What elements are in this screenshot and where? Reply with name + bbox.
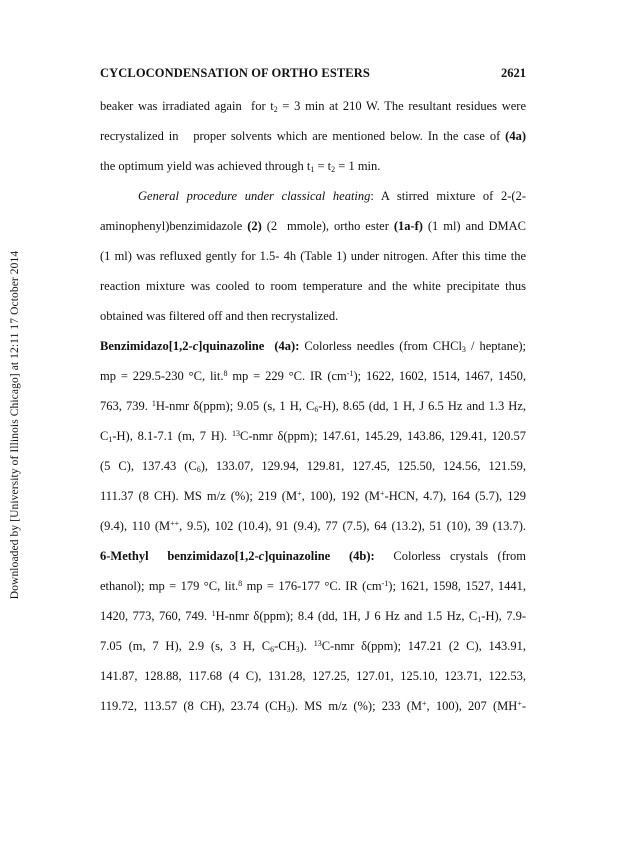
text-line: 141.87, 128.88, 117.68 (4 C), 131.28, 127.25, 127.01, 125.10, 123.71, 122.53, [100,669,526,683]
text-line: 6-Methyl benzimidazo[1,2-c]quinazoline (4b): Colorless crystals (from [100,549,526,563]
text-line: mp = 229.5-230 °C, lit.$^8$ mp = 229 °C. IR $(cm^{-1})$; 1622, 1602, 1514, 1467, 1450, [100,369,526,383]
page-header [100,66,526,84]
text-line: obtained was filtered off and then recrystalized. [100,309,339,323]
page-number: 2621 [501,66,526,80]
text-line: (9.4), 110 (M++, 9.5), 102 (10.4), 91 (9.4), 77 (7.5), 64 (13.2), 51 (10), 39 (13.7). [100,519,526,533]
text-line: 111.37 (8 CH). MS m/z (%); 219 (M+, 100), 192 (M+-HCN, 4.7), 164 (5.7), 129 [100,489,526,503]
body-text [100,91,526,721]
text-line: (1 ml) was refluxed gently for 1.5- 4h (Table 1) under nitrogen. After this time the [100,249,526,263]
text-line: recrystalized in proper solvents which are mentioned below. In the case of (4a) [100,129,526,143]
text-line: Benzimidazo[1,2-c]quinazoline (4a): Colorless needles (from CHCl$_3$ / heptane); [100,339,526,354]
text-line: ethanol); mp = 179 °C, lit.$^8$ mp = 176-177 °C. IR $(cm^{-1})$; 1621, 1598, 1527, 1441, [100,579,526,593]
text-line: General procedure under classical heating: A stirred mixture of 2-(2- [138,189,526,203]
text-line: beaker was irradiated again for $t_2 = 3$ min at 210 W. The resultant residues were [100,99,526,114]
text-line: 1420, 773, 760, 749. $^1$H-nmr δ(ppm); 8.4 (dd, 1H, J 6 Hz and 1.5 Hz, $C_1-H$), 7.9- [100,609,527,624]
text-line: 7.05 (m, 7 H), 2.9 (s, 3 H, $C_6-CH_3$). $^{13}$C-nmr δ(ppm); 147.21 (2 C), 143.91, [100,639,526,654]
text-line: $C_1-H$), 8.1-7.1 (m, 7 H). $^{13}$C-nmr δ(ppm); 147.61, 145.29, 143.86, 129.41, 120.57 [100,429,527,444]
download-sidebar [4,0,26,864]
text-line: 763, 739. $^1$H-nmr δ(ppm); 9.05 (s, 1 H, $C_6-H$), 8.65 (dd, 1 H, J 6.5 Hz and 1.3 Hz, [100,399,526,414]
running-title: CYCLOCONDENSATION OF ORTHO ESTERS [100,66,370,80]
download-note: Downloaded by [University of Illinois Chicago] at 12:11 17 October 2014 [9,250,21,600]
text-line: reaction mixture was cooled to room temperature and the white precipitate thus [100,279,526,293]
text-line: the optimum yield was achieved through $t_1 = t_2 = 1$ min. [100,159,381,174]
text-line: 119.72, 113.57 (8 CH), 23.74 $(CH_3)$. MS m/z (%); 233 (M+, 100), 207 (MH+- [100,699,526,714]
text-line: (5 C), 137.43 $(C_6)$, 133.07, 129.94, 129.81, 127.45, 125.50, 124.56, 121.59, [100,459,526,474]
text-line: aminophenyl)benzimidazole (2) (2 mmole), ortho ester (1a-f) (1 ml) and DMAC [100,219,527,233]
